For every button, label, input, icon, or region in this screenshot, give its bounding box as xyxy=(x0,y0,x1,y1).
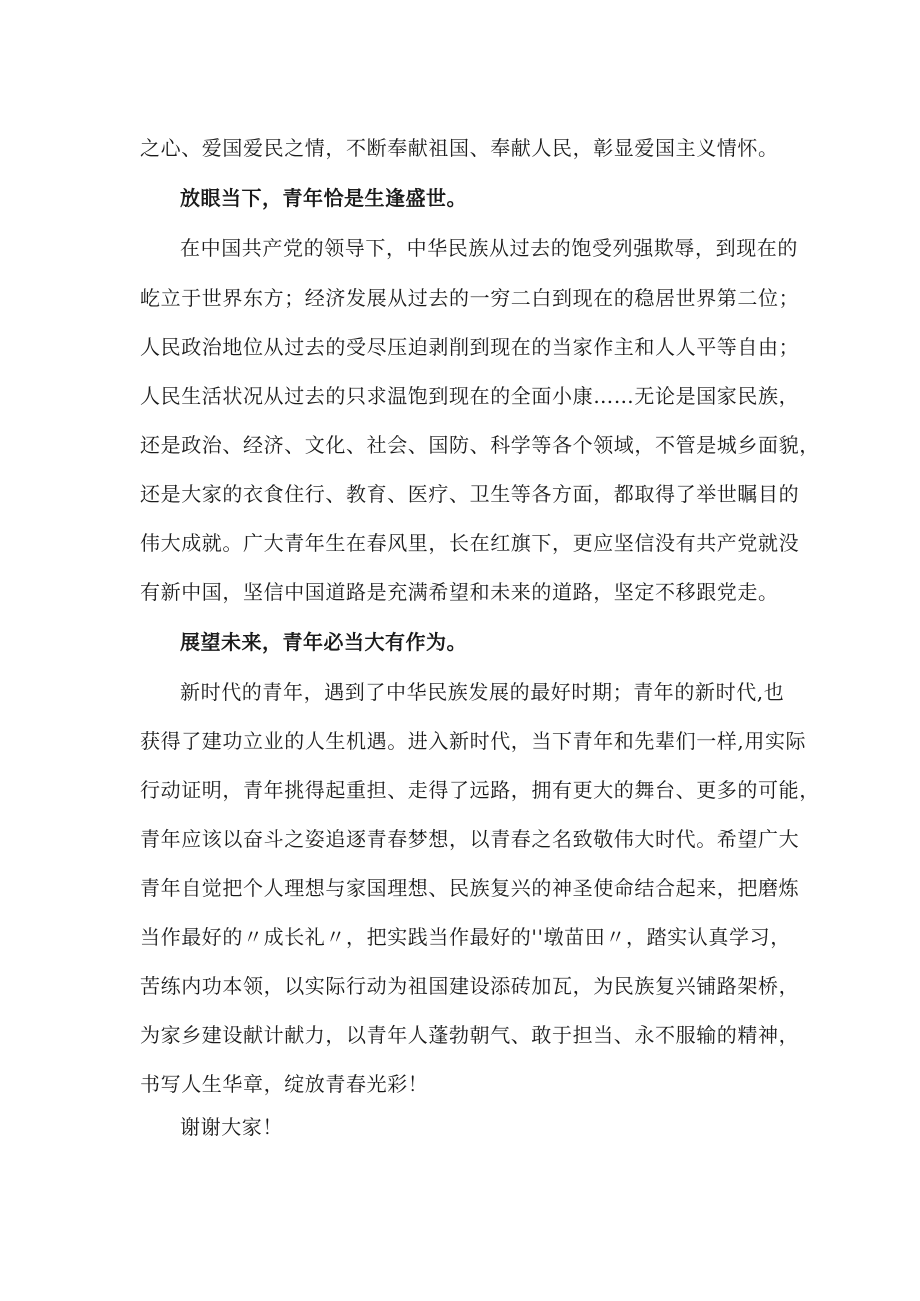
paragraph-line: 人民生活状况从过去的只求温饱到现在的全面小康……无论是国家民族， xyxy=(140,384,800,408)
paragraph-line: 屹立于世界东方；经济发展从过去的一穷二白到现在的稳居世界第二位； xyxy=(140,286,800,310)
paragraph-line: 有新中国，坚信中国道路是充满希望和未来的道路，坚定不移跟党走。 xyxy=(140,580,779,604)
paragraph-line: 获得了建功立业的人生机遇。进入新时代，当下青年和先辈们一样,用实际 xyxy=(140,729,807,753)
paragraph-line: 伟大成就。广大青年生在春风里，长在红旗下，更应坚信没有共产党就没 xyxy=(140,531,800,555)
paragraph-line: 之心、爱国爱民之情，不断奉献祖国、奉献人民，彰显爱国主义情怀。 xyxy=(140,136,779,160)
paragraph-line: 青年自觉把个人理想与家国理想、民族复兴的神圣使命结合起来，把磨炼 xyxy=(140,876,800,900)
paragraph-line: 苦练内功本领，以实际行动为祖国建设添砖加瓦，为民族复兴铺路架桥， xyxy=(140,974,800,998)
paragraph-line: 人民政治地位从过去的受尽压迫剥削到现在的当家作主和人人平等自由； xyxy=(140,335,800,359)
section-heading: 放眼当下，青年恰是生逢盛世。 xyxy=(180,186,467,210)
paragraph-line: 当作最好的〃成长礼〃，把实践当作最好的''墩苗田〃，踏实认真学习， xyxy=(140,925,791,949)
paragraph-line: 行动证明，青年挑得起重担、走得了远路，拥有更大的舞台、更多的可能， xyxy=(140,778,820,802)
paragraph-line: 为家乡建设献计献力，以青年人蓬勃朝气、敢于担当、永不服输的精神， xyxy=(140,1023,800,1047)
closing-line: 谢谢大家！ xyxy=(180,1115,283,1139)
paragraph-line: 青年应该以奋斗之姿追逐青春梦想，以青春之名致敬伟大时代。希望广大 xyxy=(140,827,800,851)
paragraph-line: 还是政治、经济、文化、社会、国防、科学等各个领域，不管是城乡面貌， xyxy=(140,433,820,457)
paragraph-line: 书写人生华章，绽放青春光彩！ xyxy=(140,1072,429,1096)
section-heading: 展望未来，青年必当大有作为。 xyxy=(180,630,467,654)
paragraph-line: 还是大家的衣食住行、教育、医疗、卫生等各方面，都取得了举世瞩目的 xyxy=(140,482,800,506)
paragraph-line: 新时代的青年，遇到了中华民族发展的最好时期；青年的新时代,也 xyxy=(180,680,785,704)
paragraph-line: 在中国共产党的领导下，中华民族从过去的饱受列强欺辱，到现在的 xyxy=(180,236,798,260)
